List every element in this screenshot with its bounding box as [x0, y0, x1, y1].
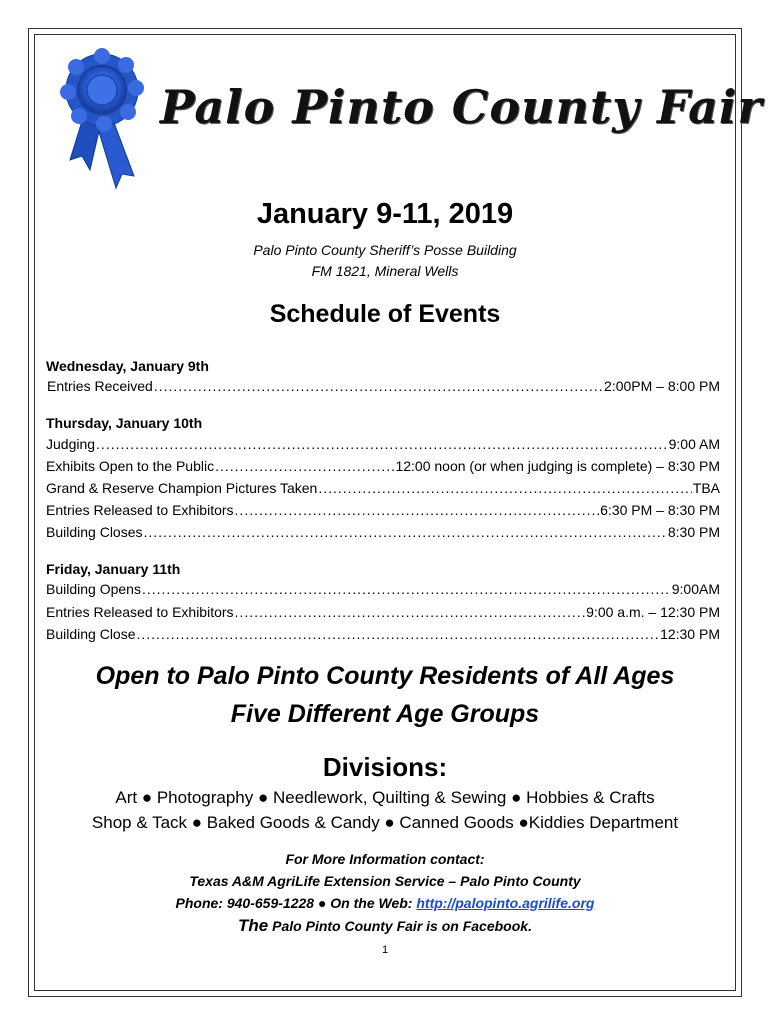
- schedule-row: [46, 524, 720, 544]
- divisions-list-line2: Shop & Tack ● Baked Goods & Candy ● Canned Goods ●Kiddies Department: [91, 813, 679, 832]
- event-time: 2:00PM – 8:00 PM: [604, 378, 720, 394]
- age-groups-line: Five Different Age Groups: [230, 700, 540, 728]
- contact-organization: Texas A&M AgriLife Extension Service – Palo Pinto County: [189, 873, 581, 889]
- website-link[interactable]: http://palopinto.agrilife.org: [416, 895, 595, 911]
- event-label: Building Opens: [46, 581, 141, 597]
- schedule-row: [46, 458, 720, 478]
- event-label: Entries Released to Exhibitors: [46, 502, 234, 518]
- dot-leader: [154, 378, 603, 394]
- dot-leader: [215, 458, 394, 474]
- event-time: 9:00AM: [671, 581, 720, 597]
- prize-ribbon-icon: [52, 48, 152, 193]
- event-label: Entries Released to Exhibitors: [46, 604, 234, 620]
- dot-leader: [235, 604, 586, 620]
- dot-leader: [318, 480, 691, 496]
- schedule-row: [46, 502, 720, 522]
- facebook-text: Palo Pinto County Fair is on Facebook.: [268, 918, 532, 934]
- venue-building: Palo Pinto County Sheriff’s Posse Building: [253, 242, 517, 258]
- dot-leader: [144, 524, 667, 540]
- page-number: 1: [381, 944, 389, 956]
- contact-phone: Phone: 940-659-1228 ● On the Web:: [175, 895, 417, 911]
- schedule-row: [46, 436, 720, 456]
- day-heading-friday: Friday, January 11th: [46, 561, 181, 577]
- fair-title: Palo Pinto County Fair: [160, 80, 763, 134]
- dot-leader: [142, 581, 671, 597]
- divisions-title: Divisions:: [322, 752, 448, 782]
- schedule-row: [46, 480, 720, 500]
- event-time: 8:30 PM: [667, 524, 720, 540]
- event-label: Exhibits Open to the Public: [46, 458, 215, 474]
- event-time: 12:00 noon (or when judging is complete) – 8:30 PM: [395, 458, 720, 474]
- schedule-row: [46, 604, 720, 624]
- contact-heading: For More Information contact:: [285, 851, 485, 867]
- dot-leader: [137, 626, 660, 642]
- day-heading-wednesday: Wednesday, January 9th: [46, 358, 209, 374]
- eligibility-line: Open to Palo Pinto County Residents of All Ages: [95, 662, 675, 690]
- venue-address: FM 1821, Mineral Wells: [311, 263, 459, 279]
- event-label: Entries Received: [47, 378, 153, 394]
- contact-phone-web: [0, 895, 770, 911]
- event-time: TBA: [692, 480, 720, 496]
- facebook-line: [0, 916, 770, 936]
- day-heading-thursday: Thursday, January 10th: [46, 415, 203, 431]
- schedule-row: [46, 581, 720, 601]
- event-time: 9:00 AM: [668, 436, 720, 452]
- event-label: Judging: [46, 436, 96, 452]
- divisions-list-line1: Art ● Photography ● Needlework, Quilting & Sewing ● Hobbies & Crafts: [115, 788, 655, 807]
- event-time: 12:30 PM: [660, 626, 720, 642]
- event-date: January 9-11, 2019: [256, 198, 514, 230]
- dot-leader: [235, 502, 600, 518]
- event-time: 9:00 a.m. – 12:30 PM: [586, 604, 720, 620]
- schedule-title: Schedule of Events: [269, 300, 501, 328]
- facebook-the: The: [238, 916, 269, 935]
- dot-leader: [96, 436, 668, 452]
- event-label: Building Closes: [46, 524, 143, 540]
- schedule-row: [47, 378, 720, 398]
- event-label: Building Close: [46, 626, 136, 642]
- event-time: 6:30 PM – 8:30 PM: [600, 502, 720, 518]
- event-label: Grand & Reserve Champion Pictures Taken: [46, 480, 318, 496]
- schedule-row: [46, 626, 720, 646]
